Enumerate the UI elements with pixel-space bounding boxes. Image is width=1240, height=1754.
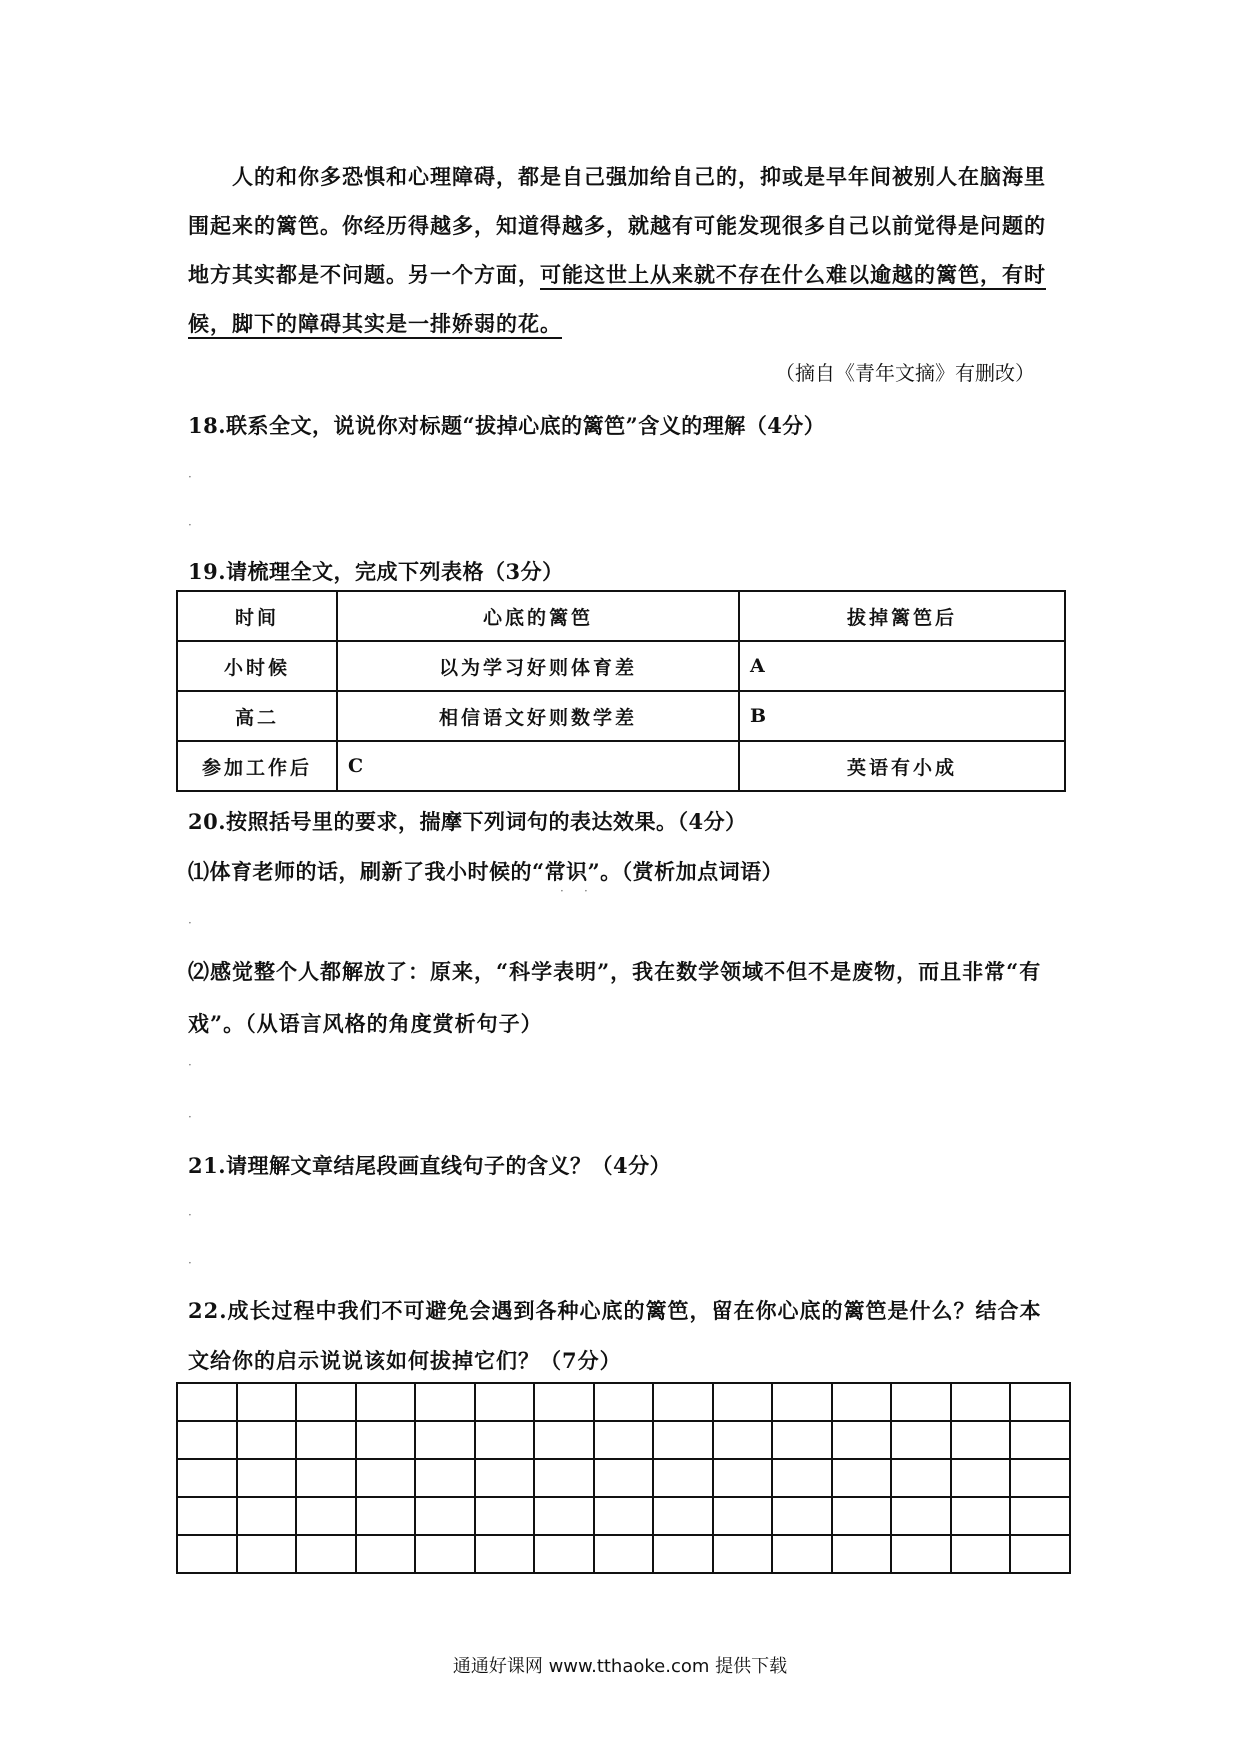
answer-mark: · <box>188 1058 192 1072</box>
footer-credit: 通通好课网 www.tthaoke.com 提供下载 <box>452 1656 788 1677</box>
table-cell: B <box>739 691 1065 741</box>
table-cell: A <box>739 641 1065 691</box>
table-cell: 小时候 <box>177 641 337 691</box>
answer-mark: · <box>188 518 192 532</box>
table-row <box>177 641 1065 691</box>
summary-table <box>176 590 1066 792</box>
table-header-cell: 拔掉篱笆后 <box>739 591 1065 641</box>
table-cell: 参加工作后 <box>177 741 337 791</box>
table-cell: 以为学习好则体育差 <box>337 641 739 691</box>
table-cell: C <box>337 741 739 791</box>
question-22: 22.成长过程中我们不可避免会遇到各种心底的篱笆，留在你心底的篱笆是什么？结合本文给你的启示说说该如何拔掉它们？（7分） <box>188 1298 1042 1373</box>
writing-grid[interactable] <box>176 1382 1071 1574</box>
answer-mark: · <box>188 470 192 484</box>
table-row <box>177 741 1065 791</box>
passage-text: 人的和你多恐惧和心理障碍，都是自己强加给自己的，抑或是早年间被别人在脑海里围起来的篱笆。你经历得越多，知道得越多，就越有可能发现很多自己以前觉得是问题的地方其实都是不问题。另一个方面， <box>188 164 1046 287</box>
table-header-row <box>177 591 1065 641</box>
passage-paragraph <box>188 152 1050 348</box>
underlined-sentence: 可能这世上从来就不存在什么难以逾越的篱笆，有时候，脚下的障碍其实是一排娇弱的花。 <box>188 262 1046 336</box>
passage-source: （摘自《青年文摘》有删改） <box>775 361 1035 385</box>
table-cell: 英语有小成 <box>739 741 1065 791</box>
answer-mark: · <box>188 1110 192 1124</box>
answer-mark: · <box>188 916 192 930</box>
table-cell: 高二 <box>177 691 337 741</box>
emphasis-dot: · <box>584 884 588 898</box>
question-21: 21.请理解文章结尾段画直线句子的含义？（4分） <box>188 1153 672 1178</box>
table-header-cell: 心底的篱笆 <box>337 591 739 641</box>
answer-mark: · <box>188 1208 192 1222</box>
question-18: 18.联系全文，说说你对标题“拔掉心底的篱笆”含义的理解（4分） <box>188 413 826 438</box>
emphasis-dot: · <box>560 884 564 898</box>
question-19: 19.请梳理全文，完成下列表格（3分） <box>188 559 564 584</box>
table-cell: 相信语文好则数学差 <box>337 691 739 741</box>
answer-mark: · <box>188 1256 192 1270</box>
table-row <box>177 691 1065 741</box>
question-20: 20.按照括号里的要求，揣摩下列词句的表达效果。（4分） <box>188 809 747 834</box>
question-20-part-2: ⑵感觉整个人都解放了：原来，“科学表明”，我在数学领域不但不是废物，而且非常“有戏”。（从语言风格的角度赏析句子） <box>188 959 1042 1036</box>
table-header-cell: 时间 <box>177 591 337 641</box>
question-20-part-1: ⑴体育老师的话，刷新了我小时候的“常识”。（赏析加点词语） <box>188 859 784 884</box>
